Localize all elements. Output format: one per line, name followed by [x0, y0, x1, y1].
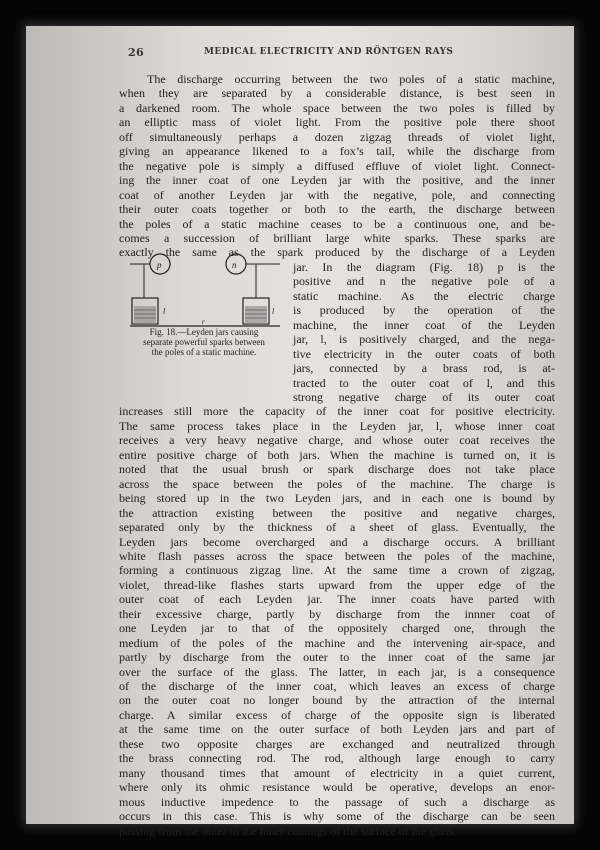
text-line: entire positive charge of both jars. When the machine is turned on, it is — [119, 447, 555, 462]
label-l-right: l — [272, 307, 275, 316]
text-line: across the space between the poles of the machine. The charge is — [119, 476, 555, 491]
text-line: their excessive charge, partly by discharge from the innner coat of — [119, 606, 555, 621]
text-line: static machine. As the electric charge — [293, 288, 555, 303]
text-line: comes a succession of brilliant large white sparks. These sparks are — [119, 230, 555, 245]
label-p: p — [157, 260, 162, 270]
text-line: charge. A similar excess of charge of the opposite sign is liberated — [119, 707, 555, 722]
label-l-left: l — [163, 307, 166, 316]
text-line: outer coat of each Leyden jar. The inner coats have parted with — [119, 592, 555, 607]
text-line: is produced by the operation of the — [293, 303, 555, 318]
text-line: the poles of a static machine ceases to be a continuous one, and be- — [119, 216, 555, 231]
label-n: n — [232, 260, 237, 270]
text-line: Leyden jars become overcharged and a discharge occurs. A brilliant — [119, 534, 555, 549]
text-line: mous inductive impedence to the passage of such a discharge as — [119, 794, 555, 809]
text-line: noted that the usual brush or spark discharge does not take place — [119, 462, 555, 477]
text-line: exactly the same as the spark produced by the discharge of a Leyden — [119, 245, 555, 260]
text-line: forming a continuous zigzag line. At the same time a crown of zigzag, — [119, 563, 555, 578]
text-line: positive and n the negative pole of a — [293, 274, 555, 289]
text-line: over the surface of the glass. The latter, in each jar, is a consequence — [119, 664, 555, 679]
running-head — [112, 46, 572, 62]
text-line: many thousand times that amount of electricity in a quiet current, — [119, 765, 555, 780]
text-line: machine, the inner coat of the Leyden — [293, 317, 555, 332]
text-line: coat of another Leyden jar with the negative, pole, and connecting — [119, 187, 555, 202]
text-line: medium of the poles of the machine and the intervening air-space, and — [119, 635, 555, 650]
text-line: separated only by the thickness of a sheet of glass. Eventually, the — [119, 520, 555, 535]
text-line: jars, connected by a brass rod, is at- — [293, 361, 555, 376]
text-line: partly by discharge from the outer to the inner coat of the same jar — [119, 650, 555, 665]
caption-line: separate powerful sparks between — [143, 337, 265, 347]
text-line: ing the inner coat of one Leyden jar with the positive, and the inner — [119, 173, 555, 188]
text-line: The same process takes place in the Leyden jar, l, whose inner coat — [119, 418, 555, 433]
text-line: one Leyden jar to that of the oppositely charged one, through the — [119, 621, 555, 636]
text-line: the attraction existing between the positive and negative charges, — [119, 505, 555, 520]
text-line: jar, l, is positively charged, and the nega- — [293, 332, 555, 347]
text-line: white flash passes across the space between the poles of the machine, — [119, 548, 555, 563]
text-line: strong negative charge of its outer coat — [293, 389, 555, 404]
running-title: MEDICAL ELECTRICITY AND RÖNTGEN RAYS — [204, 47, 454, 57]
text-line: at the same time on the outer surface of both Leyden jars and part of — [119, 722, 555, 737]
text-line: an elliptic mass of violet light. From the positive pole there shoot — [119, 115, 555, 130]
text-line: giving an appearance likened to a fox’s tail, while the discharge from — [119, 144, 555, 159]
text-line: of the discharge of the inner coat, which leaves an excess of charge — [119, 679, 555, 694]
text-line: jar. In the diagram (Fig. 18) p is the — [293, 259, 555, 274]
text-line: The discharge occurring between the two poles of a static machine, — [147, 72, 555, 86]
text-line: violet, thread-like flashes starts upward from the upper edge of the — [119, 577, 555, 592]
caption-line: Fig. 18.—Leyden jars causing — [149, 327, 259, 337]
label-r: r — [202, 318, 205, 326]
text-line: the brass connecting rod. The rod, although large enough to carry — [119, 751, 555, 766]
text-line: when they are separated by a considerable distance, is best seen in — [119, 86, 555, 101]
body-text — [119, 72, 555, 838]
text-line: off simultaneously perhaps a dozen zigzag threads of violet light, — [119, 129, 555, 144]
scanned-page — [26, 26, 574, 838]
text-line: receives a very heavy negative charge, and whose outer coat receives the — [119, 433, 555, 448]
text-line: tracted to the outer coat of l, and this — [293, 375, 555, 390]
text-line: tive electricity in the outer coats of both — [293, 346, 555, 361]
text-line: occurs in this case. This is why some of the discharge can be seen — [119, 809, 555, 824]
text-line: their outer coats together or both to the earth, the discharge between — [119, 202, 555, 217]
text-line: where only its ohmic resistance would be operative, develops an enor- — [119, 780, 555, 795]
text-line: on the outer coat no longer bound by the attraction of the internal — [119, 693, 555, 708]
text-line: the negative pole is simply a diffused effluve of violet light. Connect- — [119, 158, 555, 173]
caption-line: the poles of a static machine. — [151, 347, 257, 357]
text-line: increases still more the capacity of the inner coat for positive electricity. — [119, 404, 555, 419]
text-line: passing from the outer to the inner coatings of the surface of the glass. — [119, 823, 457, 838]
text-line: being stored up in the two Leyden jars, and in each one is bound by — [119, 491, 555, 506]
text-line: these two opposite charges are exchanged and neutralized through — [119, 736, 555, 751]
page-number: 26 — [128, 46, 145, 59]
text-line: a darkened room. The whole space between the two poles is filled by — [119, 100, 555, 115]
